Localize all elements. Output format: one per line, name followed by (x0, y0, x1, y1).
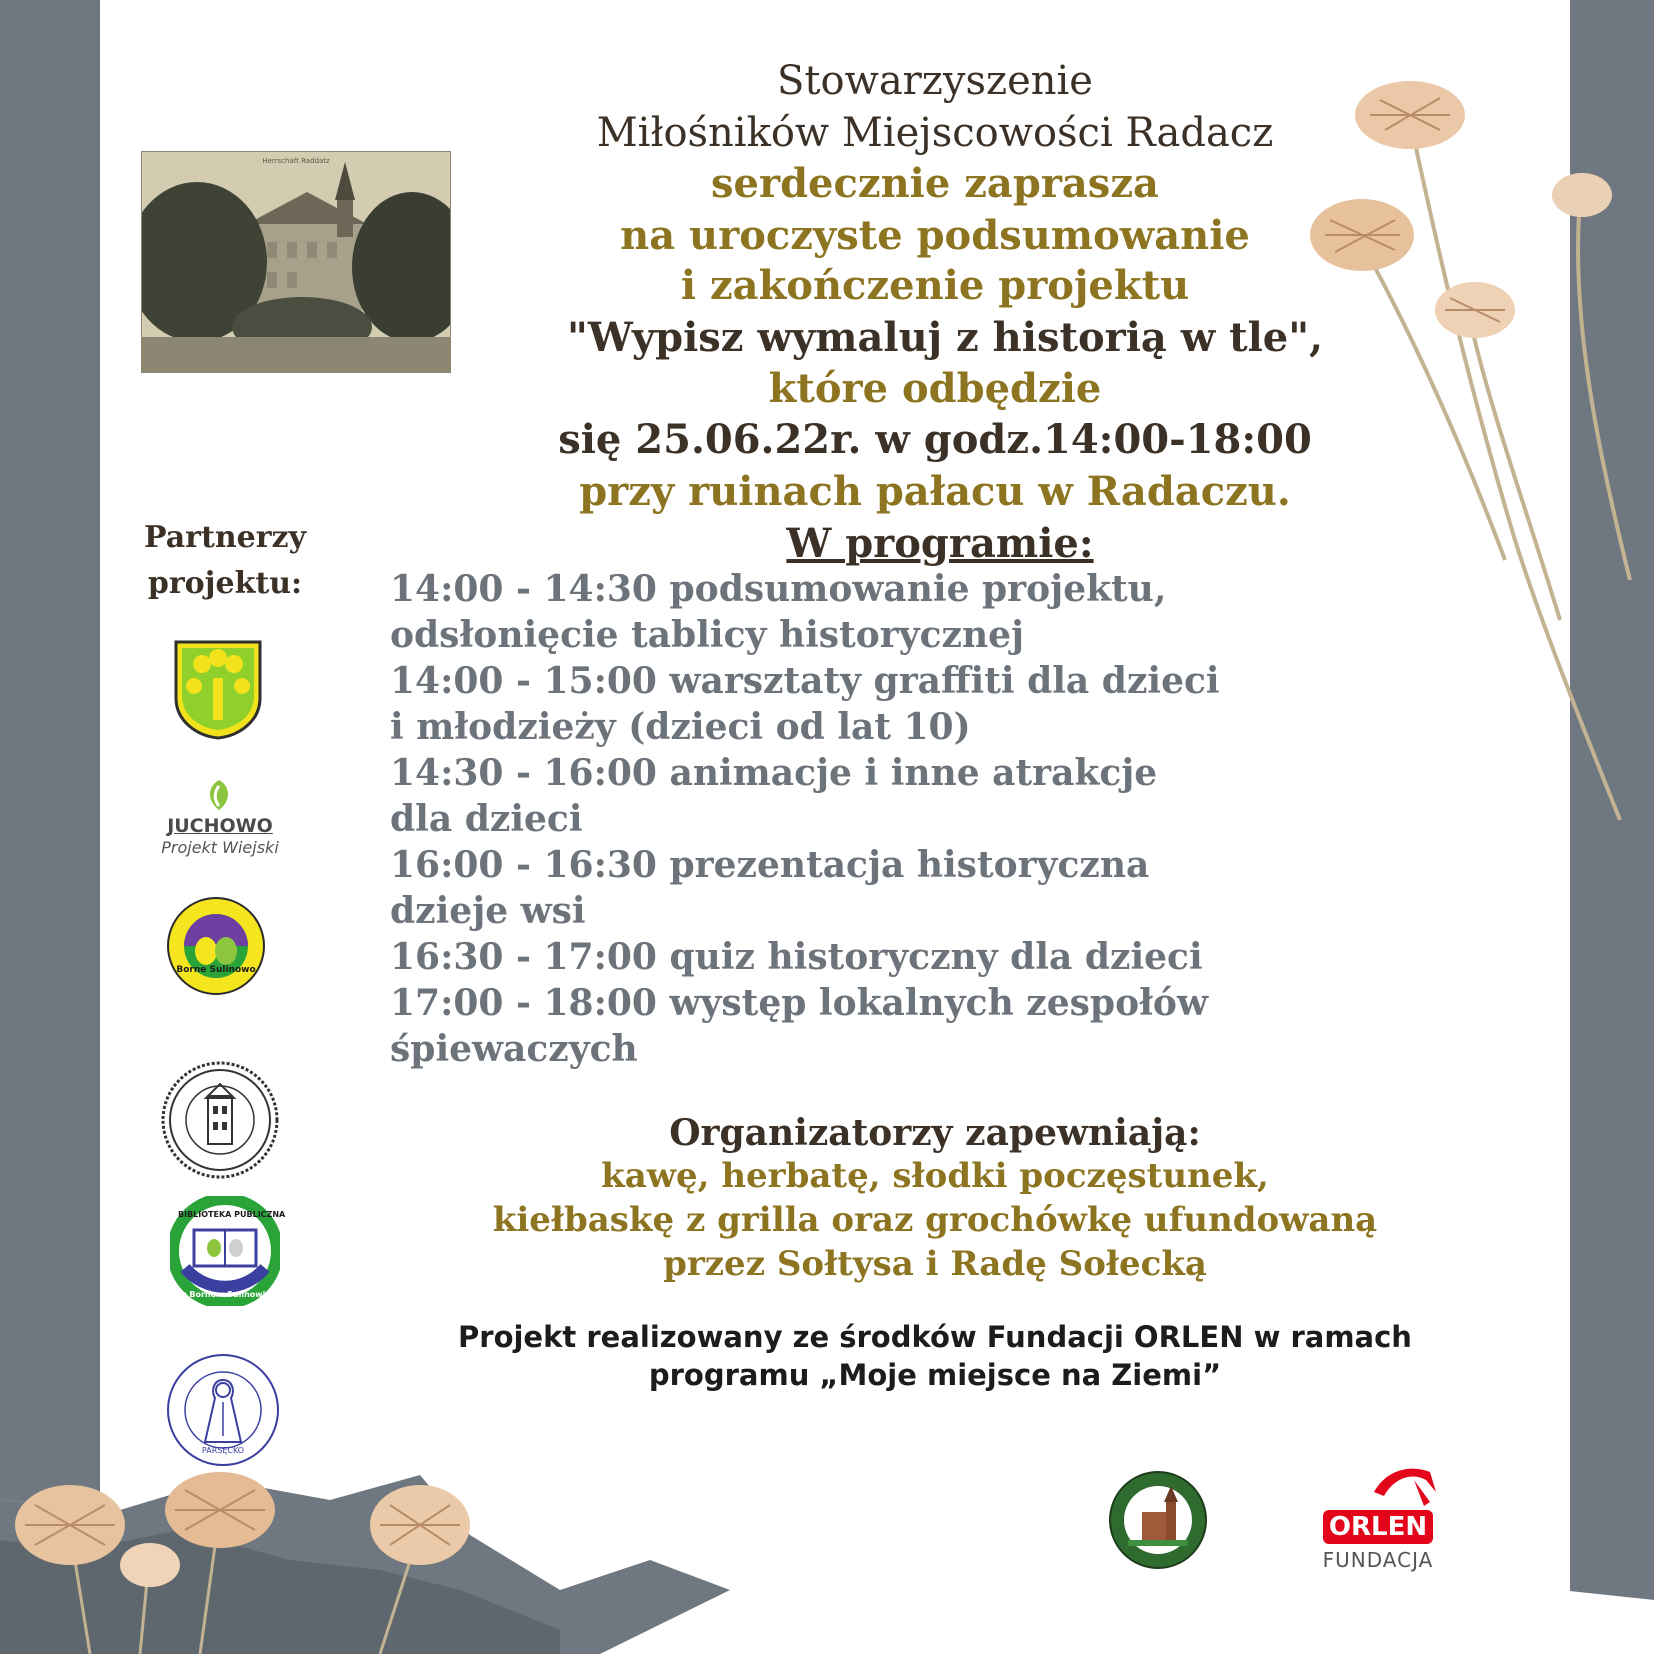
muzeum-regionalne-seal (160, 1060, 280, 1180)
project-title: "Wypisz wymaluj z historią w tle", (567, 314, 1323, 361)
organizers-line1: kawę, herbatę, słodki poczęstunek, (601, 1156, 1269, 1196)
funding-line2: programu „Moje miejsce na Ziemi” (648, 1358, 1222, 1392)
orlen-logo-subtitle: FUNDACJA (1322, 1548, 1434, 1572)
biblioteka-logo-text: BIBLIOTEKA PUBLICZNA (178, 1210, 286, 1219)
program-line: 16:00 - 16:30 prezentacja historyczna (390, 844, 1150, 886)
program-line: śpiewaczych (390, 1028, 638, 1070)
gmina-coat-of-arms-logo (172, 638, 264, 740)
parafia-seal-city: PARSĘCKO (201, 1446, 245, 1455)
partners-heading-line2: projektu: (147, 566, 303, 601)
juchowo-leaf-icon (204, 778, 234, 812)
org-name-line2: Miłośników Miejscowości Radacz (596, 110, 1274, 156)
partners-heading-line1: Partnerzy (143, 520, 307, 555)
event-which-line: które odbędzie (768, 365, 1102, 412)
ckir-borne-sulinowo-logo (166, 896, 266, 996)
program-line: dzieje wsi (390, 890, 586, 932)
organizers-heading: Organizatorzy zapewniają: (669, 1112, 1201, 1154)
program-line: i młodzieży (dzieci od lat 10) (390, 706, 971, 748)
program-line: dla dzieci (390, 798, 583, 840)
invite-line2: na uroczyste podsumowanie (620, 212, 1250, 259)
organizers-line3: przez Sołtysa i Radę Sołecką (663, 1244, 1207, 1284)
program-line: 14:00 - 14:30 podsumowanie projektu, (390, 568, 1167, 610)
biblioteka-logo-city: w Bornem Sulinowie (179, 1290, 271, 1299)
stowarzyszenie-logo-text (0, 0, 1, 1)
stowarzyszenie-radacz-logo (1108, 1470, 1208, 1570)
orlen-logo-name: ORLEN (1328, 1512, 1428, 1542)
historic-palace-photo (141, 151, 451, 373)
funding-line1: Projekt realizowany ze środków Fundacji ORLEN w ramach (458, 1320, 1412, 1354)
invite-line3: i zakończenie projektu (680, 262, 1190, 309)
program-line: 16:30 - 17:00 quiz historyczny dla dzieci (390, 936, 1203, 978)
program-line: 17:00 - 18:00 występ lokalnych zespołów (390, 982, 1208, 1024)
program-line: odsłonięcie tablicy historycznej (390, 614, 1025, 656)
org-name-line1: Stowarzyszenie (777, 58, 1093, 104)
palace-illustration (142, 152, 450, 372)
invite-line1: serdecznie zaprasza (711, 160, 1159, 207)
orlen-eagle-icon (1370, 1462, 1440, 1508)
event-date-line: się 25.06.22r. w godz.14:00-18:00 (558, 416, 1312, 463)
program-heading: W programie: (786, 520, 1094, 567)
juchowo-logo-subtitle: Projekt Wiejski (161, 838, 279, 857)
event-place-line: przy ruinach pałacu w Radaczu. (579, 468, 1291, 515)
organizers-line2: kiełbaskę z grilla oraz grochówkę ufundowaną (492, 1200, 1378, 1240)
ckir-logo-city: Borne Sulinowo (176, 965, 256, 975)
program-line: 14:30 - 16:00 animacje i inne atrakcje (390, 752, 1158, 794)
program-line: 14:00 - 15:00 warsztaty graffiti dla dzieci (390, 660, 1220, 702)
photo-caption: Herrschaft Raddatz (262, 157, 330, 165)
dried-flowers-bottom-decoration (0, 1470, 520, 1654)
juchowo-logo-name: JUCHOWO (167, 815, 273, 837)
